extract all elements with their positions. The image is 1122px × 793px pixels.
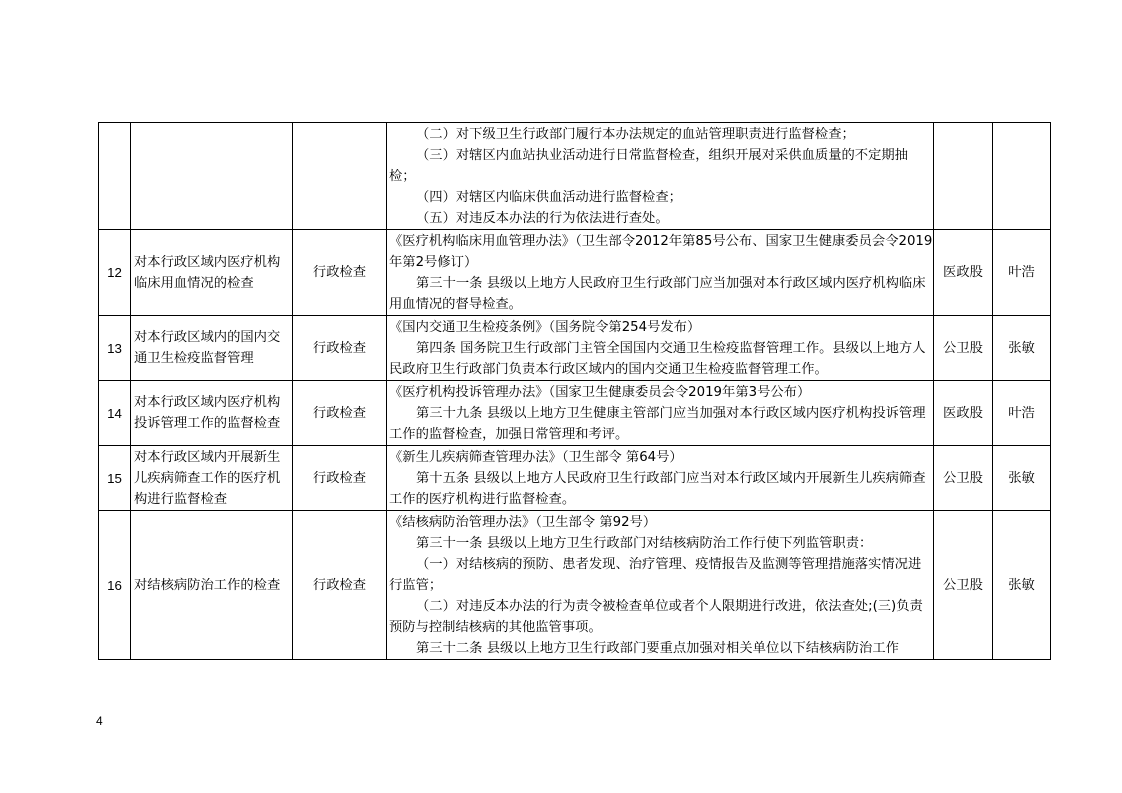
legal-basis — [387, 316, 934, 381]
basis-paragraph: 第四条 国务院卫生行政部门主管全国国内交通卫生检疫监督管理工作。县级以上地方人民政府卫生行政部门负责本行政区域内的国内交通卫生检疫监督管理工作。 — [389, 340, 926, 377]
basis-paragraph: （二）对违反本办法的行为责令被检查单位或者个人限期进行改进，依法查处;(三)负责预防与控制结核病的其他监管事项。 — [389, 598, 923, 635]
basis-paragraph: 《结核病防治管理办法》（卫生部令 第92号） — [389, 514, 657, 530]
basis-paragraph: 第三十一条 县级以上地方人民政府卫生行政部门应当加强对本行政区域内医疗机构临床用血情况的督导检查。 — [389, 275, 926, 312]
item-number: 14 — [99, 381, 131, 446]
responsible-person: 张敏 — [993, 511, 1051, 660]
basis-paragraph: （三）对辖区内血站执业活动进行日常监督检查，组织开展对采供血质量的不定期抽检； — [389, 147, 908, 184]
basis-paragraph: 《医疗机构投诉管理办法》（国家卫生健康委员会令2019年第3号公布） — [389, 384, 811, 400]
basis-paragraph: 第三十一条 县级以上地方卫生行政部门对结核病防治工作行使下列监管职责： — [416, 535, 873, 551]
item-name: 对本行政区域内开展新生儿疾病筛查工作的医疗机构进行监督检查 — [131, 446, 293, 511]
responsible-person: 叶浩 — [993, 381, 1051, 446]
inspection-items-table — [98, 122, 1051, 660]
basis-paragraph: 《医疗机构临床用血管理办法》（卫生部令2012年第85号公布、国家卫生健康委员会令2019年第2号修订） — [389, 233, 933, 270]
table-row — [99, 316, 1051, 381]
basis-paragraph: 第十五条 县级以上地方人民政府卫生行政部门应当对本行政区域内开展新生儿疾病筛查工作的医疗机构进行监督检查。 — [389, 470, 926, 507]
item-name — [131, 123, 293, 230]
responsible-person — [993, 123, 1051, 230]
item-type: 行政检查 — [293, 230, 387, 316]
legal-basis — [387, 230, 934, 316]
basis-paragraph: （一）对结核病的预防、患者发现、治疗管理、疫情报告及监测等管理措施落实情况进行监管； — [389, 556, 922, 593]
responsible-department: 医政股 — [934, 230, 993, 316]
basis-paragraph: 第三十九条 县级以上地方卫生健康主管部门应当加强对本行政区域内医疗机构投诉管理工作的监督检查，加强日常管理和考评。 — [389, 405, 926, 442]
item-number — [99, 123, 131, 230]
legal-basis — [387, 446, 934, 511]
table-row — [99, 381, 1051, 446]
responsible-department: 医政股 — [934, 381, 993, 446]
responsible-department: 公卫股 — [934, 511, 993, 660]
item-type: 行政检查 — [293, 446, 387, 511]
responsible-person: 张敏 — [993, 446, 1051, 511]
page-number: 4 — [96, 714, 103, 728]
item-number: 12 — [99, 230, 131, 316]
item-name: 对本行政区域内的国内交通卫生检疫监督管理 — [131, 316, 293, 381]
item-name: 对本行政区域内医疗机构投诉管理工作的监督检查 — [131, 381, 293, 446]
item-type: 行政检查 — [293, 381, 387, 446]
responsible-department: 公卫股 — [934, 316, 993, 381]
table-row — [99, 446, 1051, 511]
basis-paragraph: （五）对违反本办法的行为依法进行查处。 — [416, 210, 669, 226]
legal-basis — [387, 381, 934, 446]
item-type: 行政检查 — [293, 511, 387, 660]
basis-paragraph: 《国内交通卫生检疫条例》（国务院令第254号发布） — [389, 319, 701, 335]
item-number: 13 — [99, 316, 131, 381]
responsible-department — [934, 123, 993, 230]
basis-paragraph: （四）对辖区内临床供血活动进行监督检查； — [416, 189, 682, 205]
item-number: 16 — [99, 511, 131, 660]
basis-paragraph: 第三十二条 县级以上地方卫生行政部门要重点加强对相关单位以下结核病防治工作 — [416, 640, 899, 656]
legal-basis — [387, 123, 934, 230]
responsible-department: 公卫股 — [934, 446, 993, 511]
item-type: 行政检查 — [293, 316, 387, 381]
responsible-person: 张敏 — [993, 316, 1051, 381]
item-number: 15 — [99, 446, 131, 511]
table-row — [99, 511, 1051, 660]
legal-basis — [387, 511, 934, 660]
basis-paragraph: 《新生儿疾病筛查管理办法》（卫生部令 第64号） — [389, 449, 683, 465]
item-name: 对结核病防治工作的检查 — [131, 511, 293, 660]
item-name: 对本行政区域内医疗机构临床用血情况的检查 — [131, 230, 293, 316]
basis-paragraph: （二）对下级卫生行政部门履行本办法规定的血站管理职责进行监督检查； — [416, 126, 855, 142]
table-row — [99, 123, 1051, 230]
responsible-person: 叶浩 — [993, 230, 1051, 316]
table-row — [99, 230, 1051, 316]
item-type — [293, 123, 387, 230]
